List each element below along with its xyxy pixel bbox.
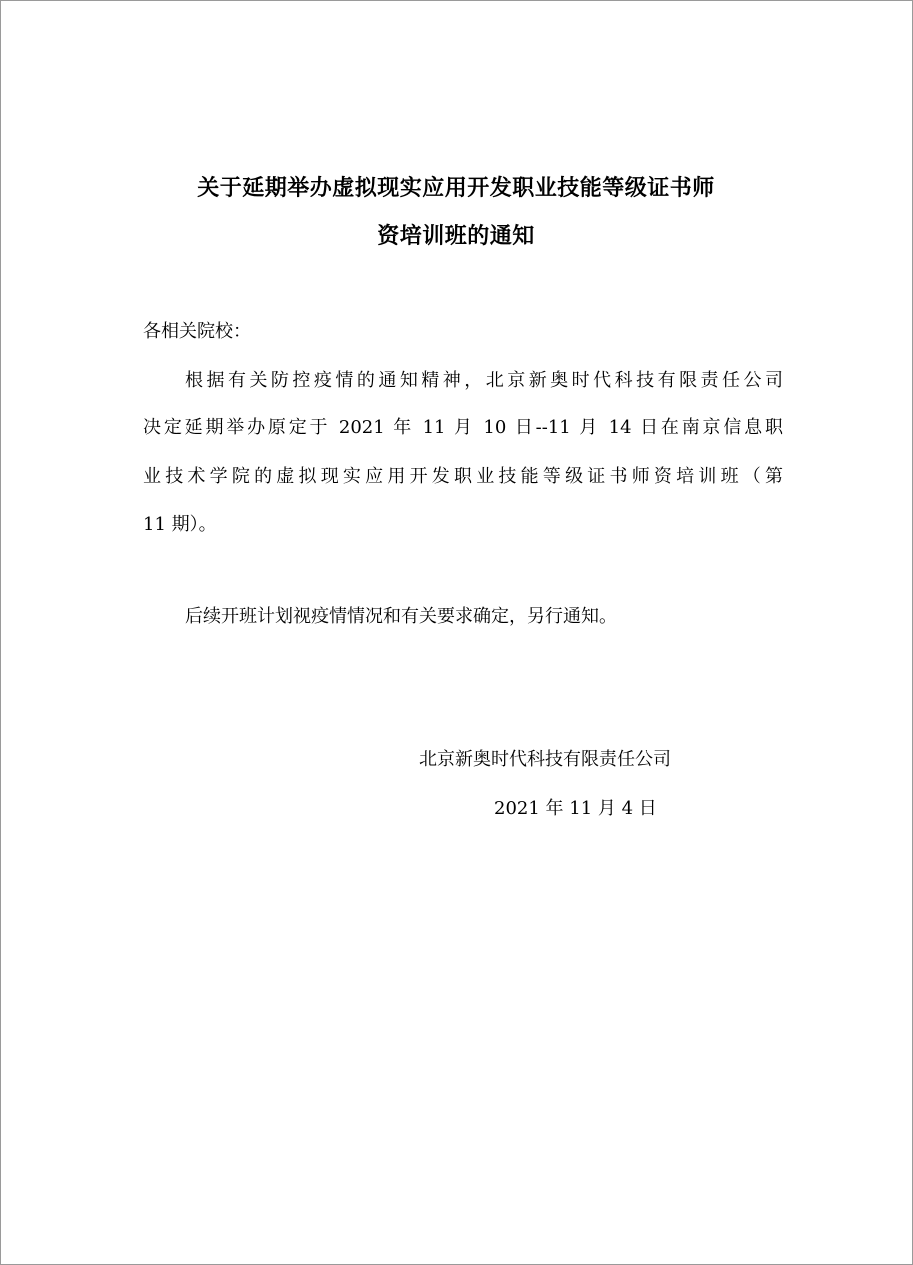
paragraph-1-line-4: 11 期）。 (143, 514, 217, 535)
paragraph-1-line-2: 决定延期举办原定于 2021 年 11 月 10 日--11 月 14 日在南京信息职 (143, 417, 783, 438)
paragraph-1-line-3: 业技术学院的虚拟现实应用开发职业技能等级证书师资培训班（第 (143, 466, 783, 487)
salutation: 各相关院校： (143, 321, 251, 342)
signature-organization: 北京新奥时代科技有限责任公司 (419, 749, 671, 770)
document-title-line-2: 资培训班的通知 (377, 224, 535, 249)
paragraph-2: 后续开班计划视疫情情况和有关要求确定，另行通知。 (185, 606, 617, 627)
paragraph-1-line-1: 根据有关防控疫情的通知精神，北京新奥时代科技有限责任公司 (185, 370, 783, 391)
document-title-line-1: 关于延期举办虚拟现实应用开发职业技能等级证书师 (197, 176, 715, 201)
signature-date: 2021 年 11 月 4 日 (494, 798, 657, 819)
